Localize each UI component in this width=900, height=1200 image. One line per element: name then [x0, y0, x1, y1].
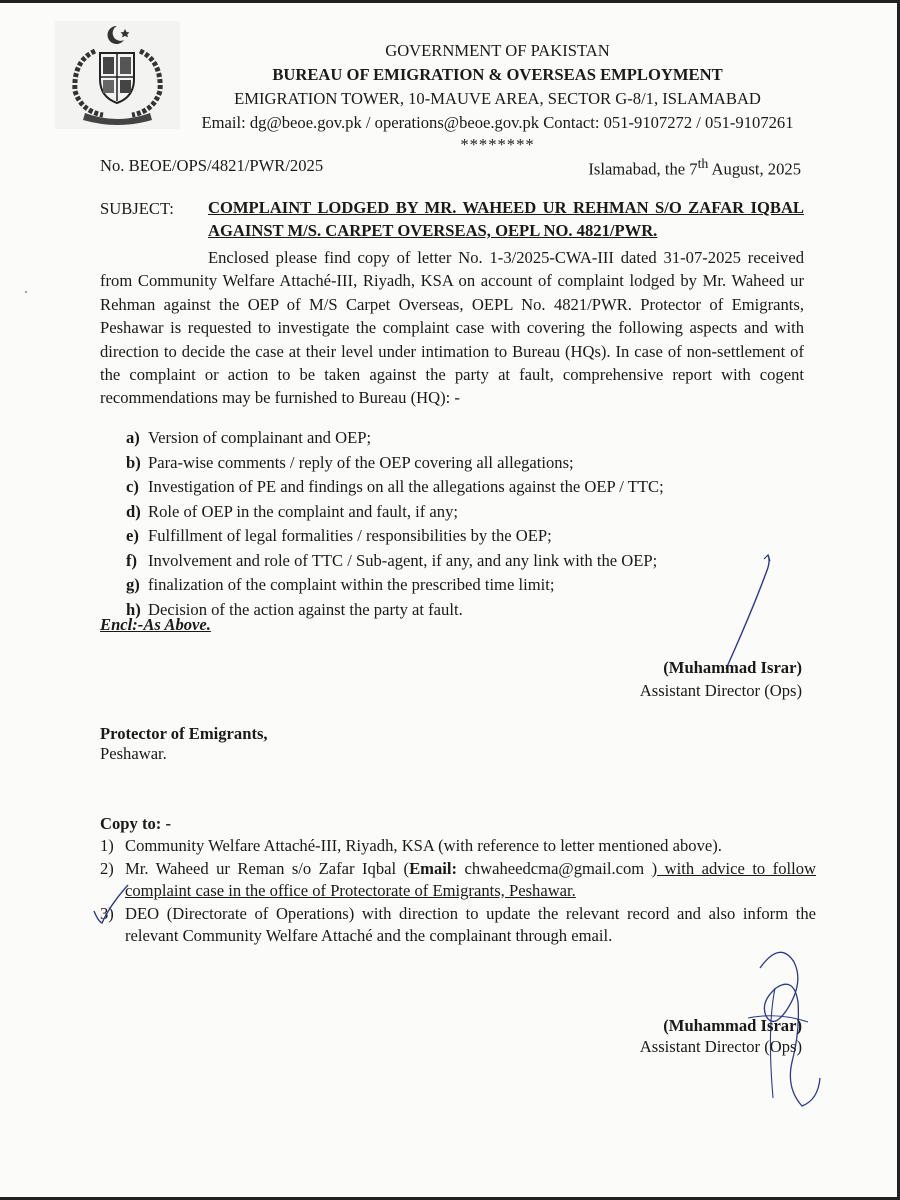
list-item: b) Para-wise comments / reply of the OEP covering all allegations;	[126, 452, 574, 472]
signatory-title: Assistant Director (Ops)	[639, 681, 802, 700]
reference-number: No. BEOE/OPS/4821/PWR/2025	[100, 156, 324, 175]
list-item: g) finalization of the complaint within the prescribed time limit;	[126, 575, 555, 595]
list-item: 1) Community Welfare Attaché-III, Riyadh, KSA (with reference to letter mentioned above).	[100, 836, 722, 855]
addressee-title: Protector of Emigrants,	[100, 724, 268, 743]
copy-to-heading: Copy to: -	[100, 814, 171, 833]
header-separator: ********	[460, 135, 535, 154]
subject-label: SUBJECT:	[100, 199, 174, 218]
signatory-name: (Muhammad Israr)	[663, 658, 802, 677]
list-item: d) Role of OEP in the complaint and fault, if any;	[126, 501, 458, 521]
header-bureau: BUREAU OF EMIGRATION & OVERSEAS EMPLOYMENT	[272, 65, 723, 84]
header-contact: Email: dg@beoe.gov.pk / operations@beoe.gov.pk Contact: 051-9107272 / 051-9107261	[201, 113, 794, 132]
signatory-name: (Muhammad Israr)	[663, 1016, 802, 1035]
enclosure-note: Encl:-As Above.	[100, 615, 211, 634]
list-item: 2) Mr. Waheed ur Reman s/o Zafar Iqbal (Email: chwaheedcma@gmail.com ) with advice to follow complaint case in the office of Protectorate of Emigrants, Peshawar.	[100, 858, 817, 900]
list-item: c) Investigation of PE and findings on all the allegations against the OEP / TTC;	[126, 477, 664, 497]
state-emblem-icon	[55, 21, 180, 129]
copy-to-list	[100, 835, 816, 948]
list-item: h) Decision of the action against the party at fault.	[126, 599, 463, 619]
list-item: f) Involvement and role of TTC / Sub-agent, if any, and any link with the OEP;	[126, 550, 658, 570]
body-paragraph: Enclosed please find copy of letter No. 1-3/2025-CWA-III dated 31-07-2025 received from Community Welfare Attaché-III, Riyadh, KSA on account of complaint lodged by Mr. Waheed ur Rehman against the OEP of M/S Carpet Overseas, OEPL No. 4821/PWR. Protector of Emigrants, Peshawar is requested to investigate the complaint case with covering the following aspects and with direction to decide the case at their level under intimation to Bureau (HQs). In case of non-settlement of the complaint or action to be taken against the party at fault, comprehensive report with cogent recommendations may be furnished to Bureau (HQ): -	[100, 248, 804, 408]
list-item: 3) DEO (Directorate of Operations) with direction to update the relevant record and also inform the relevant Community Welfare Attaché and the complainant through email.	[100, 903, 816, 945]
complainant-email: chwaheedcma@gmail.com	[457, 858, 652, 878]
list-item: a) Version of complainant and OEP;	[126, 428, 372, 448]
tick-mark	[90, 883, 130, 928]
list-item: e) Fulfillment of legal formalities / responsibilities by the OEP;	[126, 526, 552, 546]
signature-mark	[700, 553, 790, 673]
punch-mark	[25, 291, 27, 293]
header-address: EMIGRATION TOWER, 10-MAUVE AREA, SECTOR G-8/1, ISLAMABAD	[234, 89, 761, 108]
aspects-list	[100, 426, 804, 622]
subject-text: COMPLAINT LODGED BY MR. WAHEED UR REHMAN S/O ZAFAR IQBAL AGAINST M/S. CARPET OVERSEAS, OEPL NO. 4821/PWR.	[208, 198, 804, 240]
header-government: GOVERNMENT OF PAKISTAN	[385, 41, 610, 60]
letter-date: Islamabad, the 7th August, 2025	[588, 156, 801, 179]
signatory-title: Assistant Director (Ops)	[639, 1037, 802, 1056]
addressee-city: Peshawar.	[100, 744, 167, 763]
